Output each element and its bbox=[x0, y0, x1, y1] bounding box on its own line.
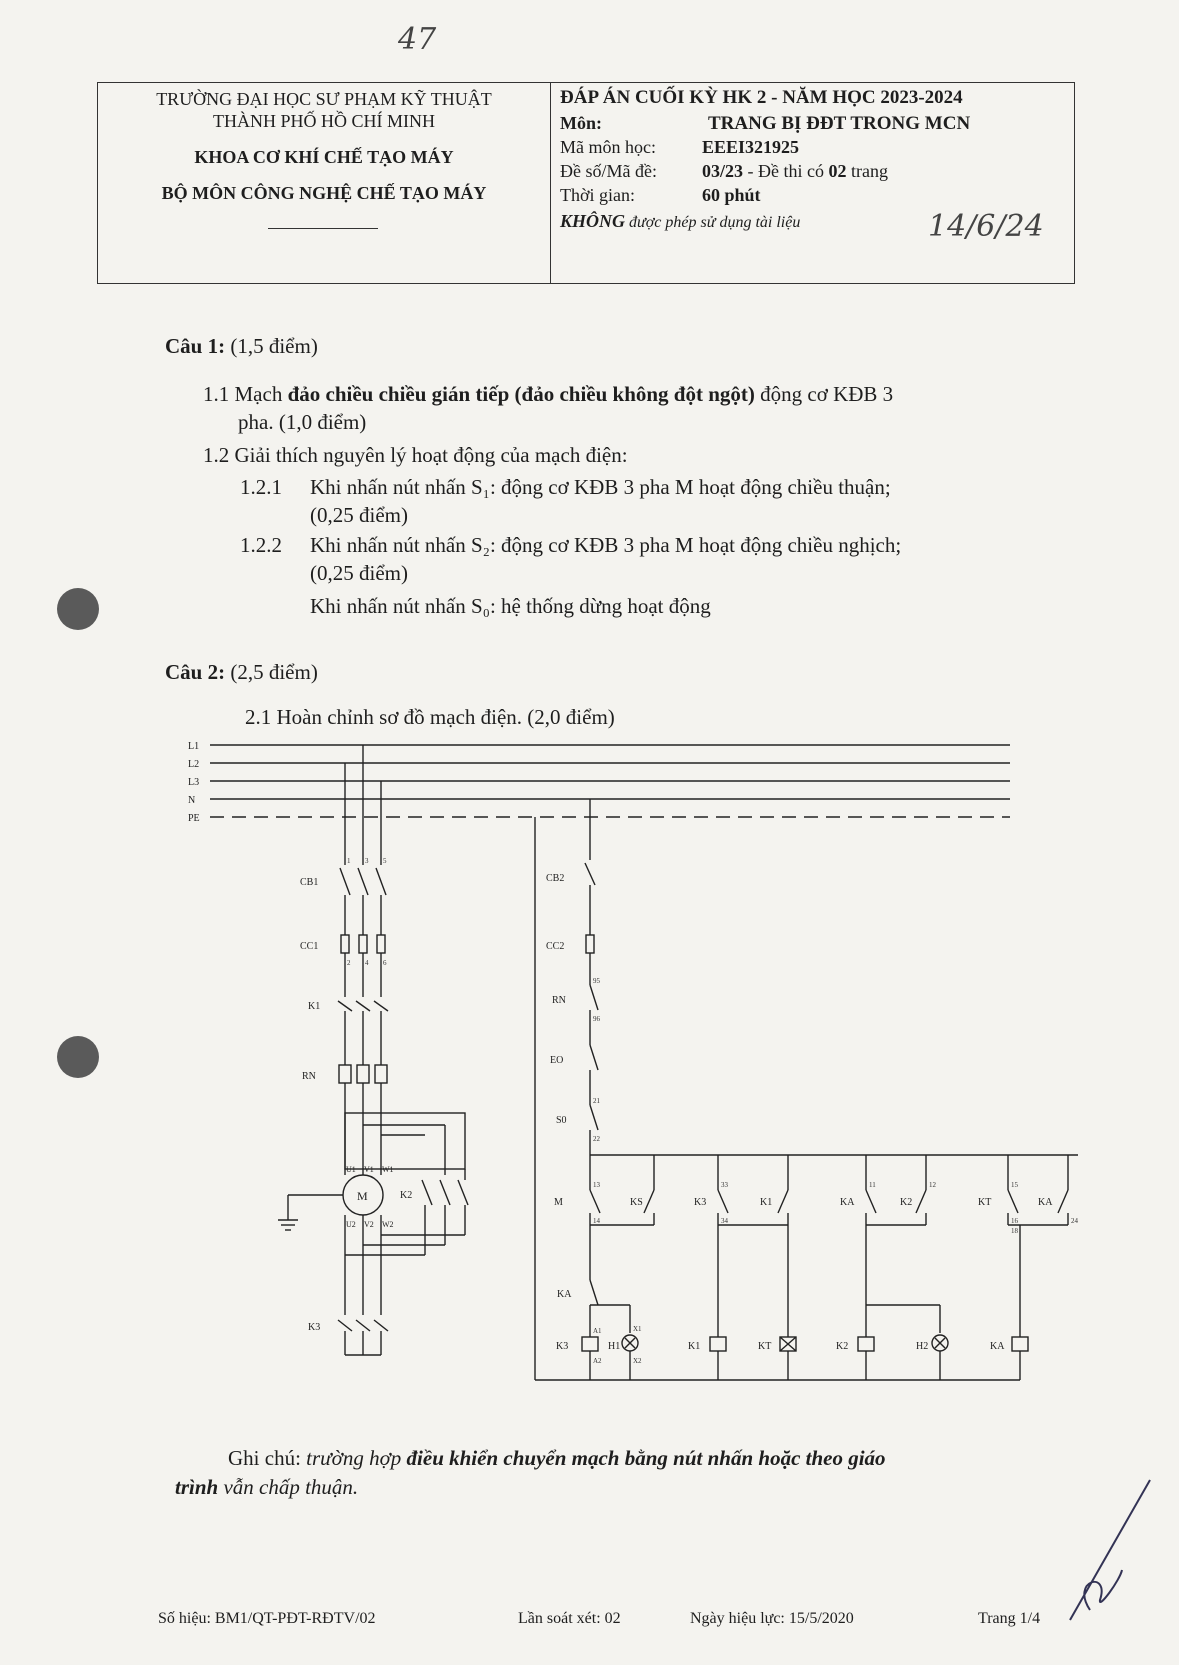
label-v1: V1 bbox=[364, 1165, 374, 1174]
note-italic-1: trường hợp bbox=[306, 1446, 407, 1470]
label-k1-contact: K1 bbox=[760, 1197, 773, 1208]
label-s0: S0 bbox=[556, 1115, 567, 1126]
terminal-18: 18 bbox=[1011, 1227, 1018, 1235]
header-underline bbox=[268, 228, 378, 229]
label-coil-k3: K3 bbox=[556, 1341, 569, 1352]
terminal-21: 21 bbox=[593, 1097, 600, 1105]
note-bold-1: điều khiển chuyển mạch bằng nút nhấn hoặc theo giáo bbox=[406, 1446, 886, 1470]
handwritten-date: 14/6/24 bbox=[928, 209, 1044, 244]
time-label: Thời gian: bbox=[560, 185, 636, 205]
label-cb1: CB1 bbox=[300, 877, 319, 888]
label-cc2: CC2 bbox=[546, 941, 565, 952]
label-emergency: EO bbox=[550, 1055, 564, 1066]
punch-hole-top bbox=[57, 588, 99, 630]
bus-label-n: N bbox=[188, 795, 196, 806]
q1-stop-item: Khi nhấn nút nhấn S₀: hệ thống dừng hoạt động bbox=[310, 594, 711, 618]
q1-title: Câu 1: bbox=[165, 334, 226, 358]
label-rn-control: RN bbox=[552, 995, 566, 1006]
q1-item-1-1-bold: đảo chiều chiều gián tiếp (đảo chiều không đột ngột) bbox=[287, 382, 755, 406]
q2-item-2-1: 2.1 Hoàn chỉnh sơ đồ mạch điện. (2,0 điểm) bbox=[245, 705, 615, 729]
terminal-14: 14 bbox=[593, 1217, 600, 1225]
q1-item-1-2-1-text: Khi nhấn nút nhấn S₁: động cơ KĐB 3 pha M hoạt động chiều thuận; bbox=[310, 475, 891, 499]
label-v2: V2 bbox=[364, 1220, 374, 1229]
q1-points: (1,5 điểm) bbox=[225, 334, 318, 358]
label-coil-k1: K1 bbox=[688, 1341, 701, 1352]
faculty-name: KHOA CƠ KHÍ CHẾ TẠO MÁY bbox=[194, 147, 454, 167]
footer-effective-date: Ngày hiệu lực: 15/5/2020 bbox=[690, 1610, 854, 1627]
q1-heading bbox=[165, 334, 318, 359]
footer-code: Số hiệu: BM1/QT-PĐT-RĐTV/02 bbox=[158, 1610, 376, 1627]
materials-note-bold: KHÔNG bbox=[560, 211, 626, 231]
note-italic-2: vẫn chấp thuận. bbox=[218, 1475, 359, 1499]
coil-k1 bbox=[710, 1337, 726, 1351]
terminal-a1: A1 bbox=[593, 1327, 602, 1335]
terminal-15: 15 bbox=[1011, 1181, 1018, 1189]
punch-hole-bottom bbox=[57, 1036, 99, 1078]
signature bbox=[1050, 1460, 1160, 1640]
course-code-label: Mã môn học: bbox=[560, 137, 656, 157]
materials-note-rest: được phép sử dụng tài liệu bbox=[625, 214, 801, 231]
label-kt-contact: KT bbox=[978, 1197, 992, 1208]
q1-item-1-1-line2: pha. (1,0 điểm) bbox=[238, 410, 367, 434]
exam-number-line bbox=[702, 161, 888, 182]
terminal-a2: A2 bbox=[593, 1357, 602, 1365]
label-cb2: CB2 bbox=[546, 873, 565, 884]
label-k2-power: K2 bbox=[400, 1190, 413, 1201]
q1-item-1-2-2-num: 1.2.2 bbox=[240, 533, 282, 557]
note-line1 bbox=[228, 1446, 886, 1471]
label-lamp-h1: H1 bbox=[608, 1341, 621, 1352]
q1-item-1-2: 1.2 Giải thích nguyên lý hoạt động của mạch điện: bbox=[203, 443, 628, 467]
materials-note bbox=[560, 211, 800, 232]
coil-k3 bbox=[582, 1337, 598, 1351]
q2-points: (2,5 điểm) bbox=[225, 660, 318, 684]
label-w1: W1 bbox=[382, 1165, 394, 1174]
label-ka-contact: KA bbox=[840, 1197, 855, 1208]
footer-page: Trang 1/4 bbox=[978, 1610, 1041, 1627]
footer-revision: Lần soát xét: 02 bbox=[518, 1610, 621, 1627]
terminal-95: 95 bbox=[593, 977, 600, 985]
time-value: 60 phút bbox=[702, 185, 761, 205]
bus-label-l2: L2 bbox=[188, 759, 200, 770]
terminal-24: 24 bbox=[1071, 1217, 1078, 1225]
terminal-96: 96 bbox=[593, 1015, 600, 1023]
coil-k2 bbox=[858, 1337, 874, 1351]
label-cc1: CC1 bbox=[300, 941, 319, 952]
q1-item-1-2-1-num: 1.2.1 bbox=[240, 475, 282, 499]
note-line2 bbox=[175, 1475, 358, 1500]
exam-pages-pre: - Đề thi có bbox=[743, 161, 829, 181]
terminal-22: 22 bbox=[593, 1135, 600, 1143]
q1-item-1-1-pre: 1.1 Mạch bbox=[203, 382, 288, 406]
exam-number-label: Đề số/Mã đề: bbox=[560, 161, 657, 181]
label-coil-ka: KA bbox=[990, 1341, 1005, 1352]
bus-label-pe: PE bbox=[188, 813, 200, 824]
terminal-11: 11 bbox=[869, 1181, 876, 1189]
exam-header bbox=[97, 82, 1075, 284]
label-ks: KS bbox=[630, 1197, 643, 1208]
exam-pages-count: 02 bbox=[828, 161, 847, 181]
q1-item-1-1-post: động cơ KĐB 3 bbox=[754, 382, 894, 406]
label-w2: W2 bbox=[382, 1220, 394, 1229]
header-divider bbox=[550, 83, 551, 283]
exam-title: ĐÁP ÁN CUỐI KỲ HK 2 - NĂM HỌC 2023-2024 bbox=[560, 87, 963, 108]
terminal-34: 34 bbox=[721, 1217, 728, 1225]
exam-pages-post: trang bbox=[846, 161, 888, 181]
university-name-line1: TRƯỜNG ĐẠI HỌC SƯ PHẠM KỸ THUẬT bbox=[156, 89, 492, 109]
label-coil-kt: KT bbox=[758, 1341, 772, 1352]
label-u1: U1 bbox=[346, 1165, 356, 1174]
coil-ka bbox=[1012, 1337, 1028, 1351]
q1-item-1-2-2-points: (0,25 điểm) bbox=[310, 561, 408, 585]
page-number-mark: 47 bbox=[398, 22, 437, 57]
terminal-13: 13 bbox=[593, 1181, 600, 1189]
course-code-value: EEEI321925 bbox=[702, 137, 800, 157]
terminal-x1: X1 bbox=[633, 1325, 642, 1333]
label-ka-contact-2: KA bbox=[1038, 1197, 1053, 1208]
terminal-16: 16 bbox=[1011, 1217, 1018, 1225]
terminal-2: 2 bbox=[347, 959, 351, 967]
label-k3-contact: K3 bbox=[694, 1197, 707, 1208]
terminal-1: 1 bbox=[347, 857, 351, 865]
label-k1-power: K1 bbox=[308, 1001, 321, 1012]
terminal-5: 5 bbox=[383, 857, 387, 865]
note-bold-2: trình bbox=[175, 1475, 219, 1499]
terminal-4: 4 bbox=[365, 959, 369, 967]
label-motor: M bbox=[357, 1189, 368, 1203]
label-lamp-h2: H2 bbox=[916, 1341, 929, 1352]
subject-label: Môn: bbox=[560, 113, 602, 133]
bus-label-l3: L3 bbox=[188, 777, 200, 788]
q1-item-1-2-2-text: Khi nhấn nút nhấn S₂: động cơ KĐB 3 pha M hoạt động chiều nghịch; bbox=[310, 533, 902, 557]
terminal-33: 33 bbox=[721, 1181, 728, 1189]
bus-label-l1: L1 bbox=[188, 741, 200, 752]
label-ka-nc: KA bbox=[557, 1289, 572, 1300]
university-name-line2: THÀNH PHỐ HỒ CHÍ MINH bbox=[213, 111, 435, 131]
label-m-button: M bbox=[554, 1197, 563, 1208]
terminal-12: 12 bbox=[929, 1181, 936, 1189]
terminal-6: 6 bbox=[383, 959, 387, 967]
label-coil-k2: K2 bbox=[836, 1341, 849, 1352]
label-rn-power: RN bbox=[302, 1071, 316, 1082]
q2-title: Câu 2: bbox=[165, 660, 226, 684]
label-u2: U2 bbox=[346, 1220, 356, 1229]
department-name: BỘ MÔN CÔNG NGHỆ CHẾ TẠO MÁY bbox=[161, 183, 487, 203]
q1-item-1-1 bbox=[203, 382, 893, 407]
q2-heading bbox=[165, 660, 318, 685]
terminal-x2: X2 bbox=[633, 1357, 642, 1365]
circuit-diagram bbox=[160, 735, 1150, 1435]
note-label: Ghi chú: bbox=[228, 1446, 307, 1470]
label-k2-contact: K2 bbox=[900, 1197, 913, 1208]
q1-item-1-2-1-points: (0,25 điểm) bbox=[310, 503, 408, 527]
exam-number-value: 03/23 bbox=[702, 161, 744, 181]
subject-value: TRANG BỊ ĐĐT TRONG MCN bbox=[708, 113, 971, 134]
label-k3-power: K3 bbox=[308, 1322, 321, 1333]
terminal-3: 3 bbox=[365, 857, 369, 865]
